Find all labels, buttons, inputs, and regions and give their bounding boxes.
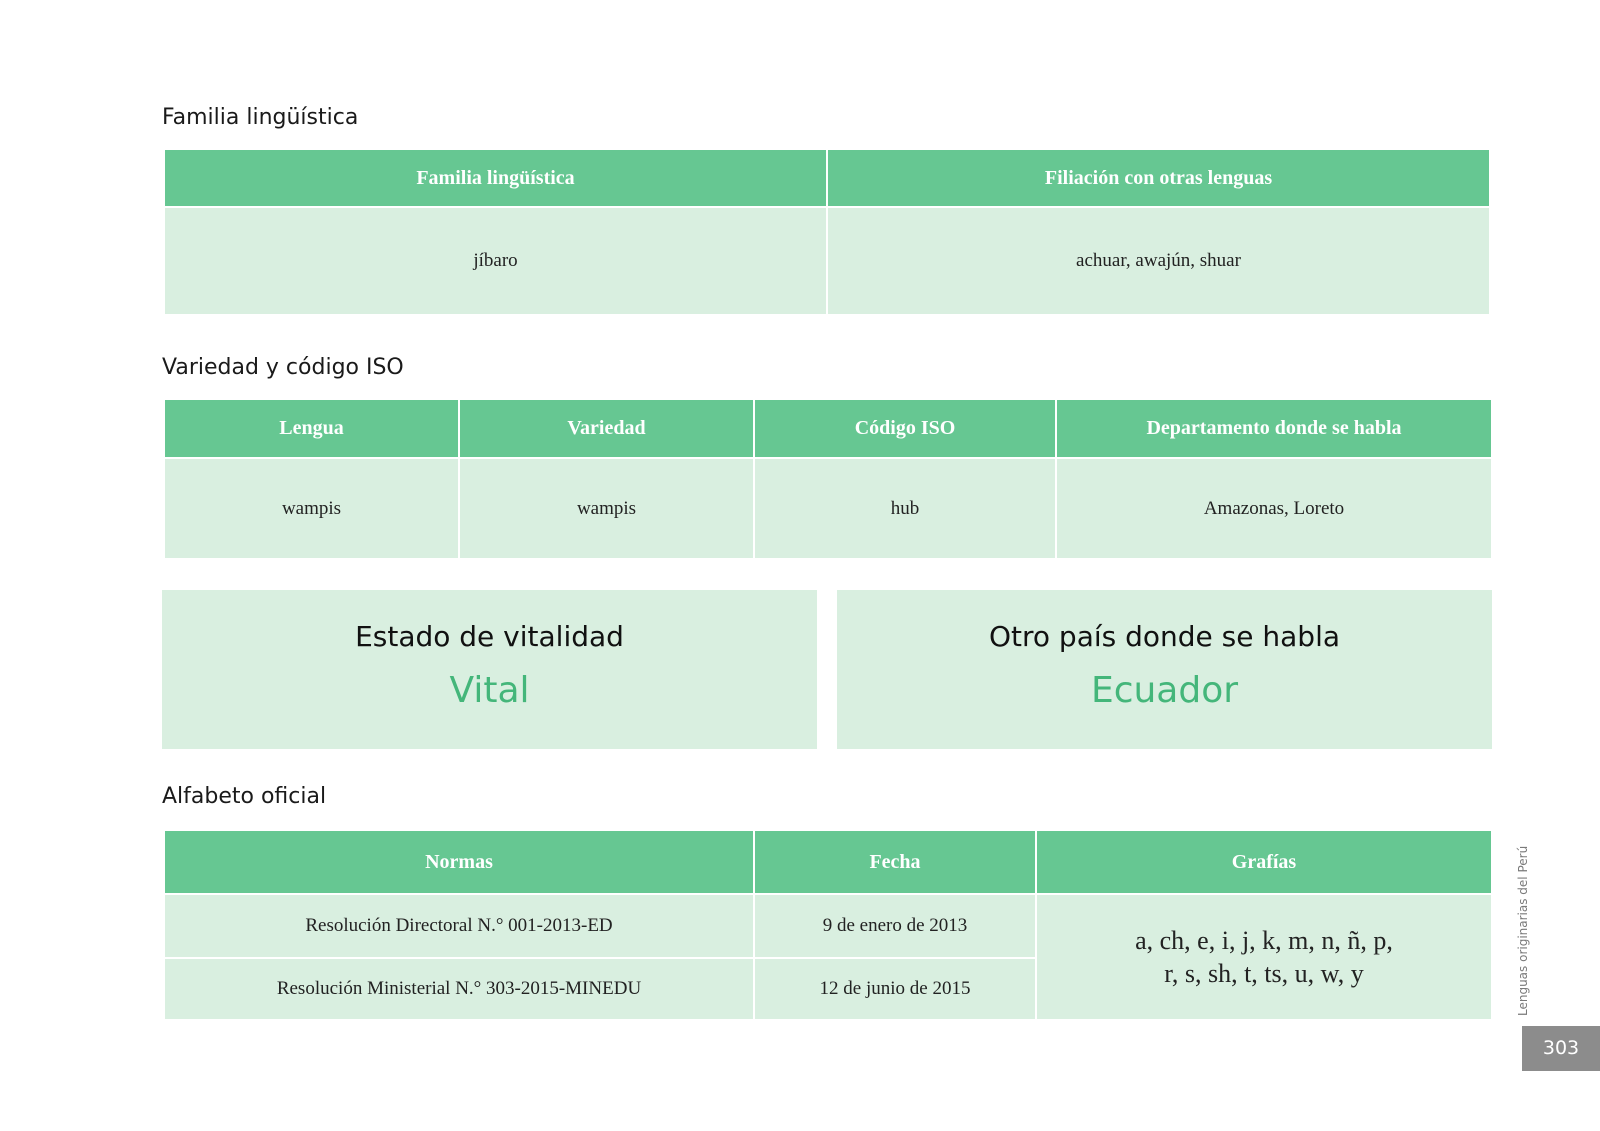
other-country-label: Otro país donde se habla — [988, 620, 1341, 653]
vitality-box — [162, 590, 817, 749]
header-grafias: Grafías — [1036, 830, 1492, 894]
cell-norma-2: Resolución Ministerial N.° 303-2015-MINEDU — [164, 958, 754, 1020]
grafias-line-1: a, ch, e, i, j, k, m, n, ñ, p, — [1135, 926, 1393, 955]
other-country-box — [837, 590, 1492, 749]
header-variedad: Variedad — [459, 399, 754, 458]
header-fecha: Fecha — [754, 830, 1036, 894]
other-country-value: Ecuador — [1090, 670, 1239, 711]
header-departamento: Departamento donde se habla — [1056, 399, 1492, 458]
cell-norma-1: Resolución Directoral N.° 001-2013-ED — [164, 894, 754, 958]
cell-codigo-iso: hub — [754, 458, 1056, 559]
cell-variedad: wampis — [459, 458, 754, 559]
cell-fecha-2: 12 de junio de 2015 — [754, 958, 1036, 1020]
section-title-alfabeto: Alfabeto oficial — [162, 784, 327, 809]
section-title-variedad: Variedad y código ISO — [162, 355, 404, 380]
table-row — [164, 458, 1492, 559]
table-header-row — [164, 149, 1490, 207]
vitality-value: Vital — [449, 670, 530, 711]
variedad-table — [163, 398, 1493, 560]
vitality-label: Estado de vitalidad — [355, 620, 624, 653]
cell-familia: jíbaro — [164, 207, 827, 315]
cell-filiacion: achuar, awajún, shuar — [827, 207, 1490, 315]
familia-table — [163, 148, 1491, 316]
page-number: 303 — [1522, 1026, 1600, 1071]
header-familia: Familia lingüística — [164, 149, 827, 207]
section-title-familia: Familia lingüística — [162, 105, 359, 130]
header-normas: Normas — [164, 830, 754, 894]
header-filiacion: Filiación con otras lenguas — [827, 149, 1490, 207]
header-lengua: Lengua — [164, 399, 459, 458]
table-header-row — [164, 830, 1492, 894]
table-row — [164, 894, 1492, 958]
running-title-text: Lenguas originarias del Perú — [1516, 845, 1530, 1016]
grafias-line-2: r, s, sh, t, ts, u, w, y — [1164, 959, 1364, 988]
table-row — [164, 207, 1490, 315]
cell-departamento: Amazonas, Loreto — [1056, 458, 1492, 559]
table-header-row — [164, 399, 1492, 458]
header-codigo-iso: Código ISO — [754, 399, 1056, 458]
cell-fecha-1: 9 de enero de 2013 — [754, 894, 1036, 958]
cell-grafias — [1036, 894, 1492, 1020]
cell-lengua: wampis — [164, 458, 459, 559]
alfabeto-table — [163, 829, 1493, 1021]
